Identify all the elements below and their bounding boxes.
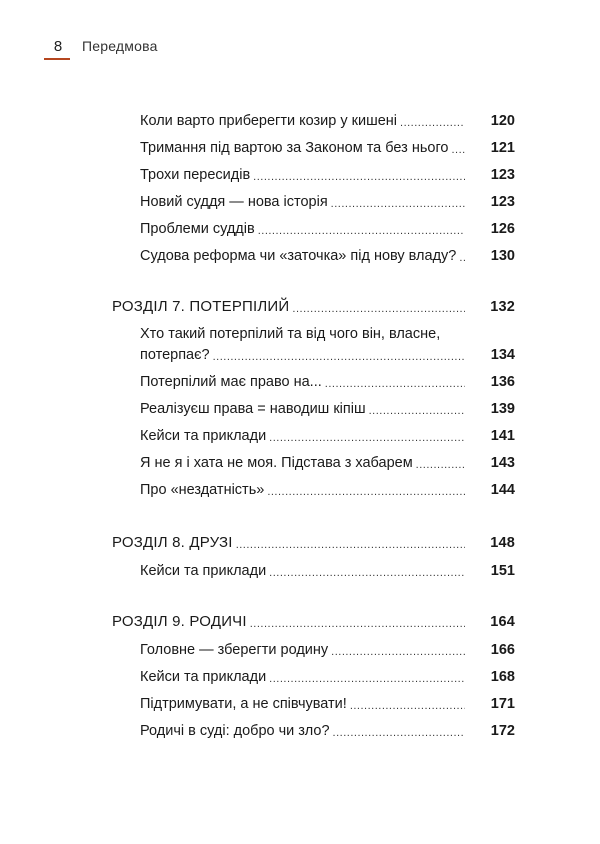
toc-entry[interactable] bbox=[140, 191, 515, 211]
toc-entry[interactable] bbox=[140, 666, 515, 686]
toc-chapter[interactable] bbox=[112, 611, 515, 631]
leader-dots bbox=[331, 645, 465, 659]
leader-dots bbox=[350, 699, 465, 713]
toc-entry[interactable] bbox=[140, 164, 515, 184]
toc-entry-title: Родичі в суді: добро чи зло? bbox=[140, 723, 330, 739]
toc-entry-page: 144 bbox=[490, 482, 515, 498]
toc-chapter-page: 164 bbox=[490, 614, 515, 630]
toc-entry-title: Судова реформа чи «заточка» під нову владу? bbox=[140, 248, 457, 264]
leader-dots bbox=[213, 350, 465, 364]
toc-entry-page: 136 bbox=[490, 374, 515, 390]
toc-entry-page: 171 bbox=[490, 696, 515, 712]
toc-entry-title: Кейси та приклади bbox=[140, 669, 267, 685]
toc-entry-page: 143 bbox=[490, 455, 515, 471]
toc-chapter[interactable] bbox=[112, 296, 515, 316]
leader-dots bbox=[269, 431, 465, 445]
toc-chapter-page: 132 bbox=[490, 299, 515, 315]
toc-entry[interactable] bbox=[140, 137, 515, 157]
toc-entry[interactable] bbox=[140, 344, 515, 364]
toc-entry-title: Потерпілий має право на... bbox=[140, 374, 322, 390]
page-number: 8 bbox=[53, 37, 63, 55]
leader-dots bbox=[452, 143, 466, 157]
toc-entry-title: Про «нездатність» bbox=[140, 482, 265, 498]
toc-chapter-title: РОЗДІЛ 9. РОДИЧІ bbox=[112, 613, 247, 630]
leader-dots bbox=[258, 224, 465, 238]
leader-dots bbox=[400, 116, 465, 130]
toc-entry-page: 141 bbox=[490, 428, 515, 444]
toc-entry-page: 151 bbox=[490, 563, 515, 579]
toc-entry-title-line1: Хто такий потерпілий та від чого він, власне, bbox=[140, 326, 441, 342]
toc-entry-title: Підтримувати, а не співчувати! bbox=[140, 696, 347, 712]
toc-chapter-title: РОЗДІЛ 8. ДРУЗІ bbox=[112, 534, 233, 551]
toc-entry-page: 120 bbox=[490, 113, 515, 129]
toc-entry-page: 121 bbox=[490, 140, 515, 156]
toc-entry-page: 126 bbox=[490, 221, 515, 237]
leader-dots bbox=[269, 672, 465, 686]
toc-entry[interactable] bbox=[140, 398, 515, 418]
toc-entry[interactable] bbox=[140, 693, 515, 713]
toc-entry[interactable] bbox=[140, 560, 515, 580]
toc-entry-title: Головне — зберегти родину bbox=[140, 642, 329, 658]
toc-entry-page: 123 bbox=[490, 194, 515, 210]
toc-entry-title: Трохи пересидів bbox=[140, 167, 251, 183]
toc-entry-title: Кейси та приклади bbox=[140, 563, 267, 579]
toc-entry-page: 139 bbox=[490, 401, 515, 417]
toc-entry-page: 168 bbox=[490, 669, 515, 685]
toc-entry[interactable] bbox=[140, 110, 515, 130]
leader-dots bbox=[292, 302, 465, 316]
leader-dots bbox=[333, 726, 465, 740]
toc-chapter-page: 148 bbox=[490, 535, 515, 551]
running-header bbox=[46, 34, 158, 58]
toc-entry-title: Коли варто приберегти козир у кишені bbox=[140, 113, 398, 129]
toc-entry[interactable] bbox=[140, 479, 515, 499]
leader-dots bbox=[267, 485, 465, 499]
toc-entry[interactable] bbox=[140, 245, 515, 265]
leader-dots bbox=[331, 197, 465, 211]
toc-entry[interactable] bbox=[140, 720, 515, 740]
leader-dots bbox=[416, 458, 465, 472]
leader-dots bbox=[253, 170, 465, 184]
toc-entry-page: 123 bbox=[490, 167, 515, 183]
toc-chapter[interactable] bbox=[112, 532, 515, 552]
toc-entry[interactable] bbox=[140, 218, 515, 238]
toc-entry-title: Новий суддя — нова історія bbox=[140, 194, 328, 210]
toc-entry-title: Реалізуєш права = наводиш кіпіш bbox=[140, 401, 366, 417]
toc-entry-page: 166 bbox=[490, 642, 515, 658]
header-rule bbox=[44, 58, 70, 60]
leader-dots bbox=[325, 377, 465, 391]
leader-dots bbox=[369, 404, 465, 418]
toc-entry-title: Тримання під вартою за Законом та без нього bbox=[140, 140, 449, 156]
toc-entry-title-line2: потерпає? bbox=[140, 347, 210, 363]
leader-dots bbox=[250, 617, 465, 631]
toc-chapter-title: РОЗДІЛ 7. ПОТЕРПІЛИЙ bbox=[112, 298, 290, 315]
toc-entry[interactable] bbox=[140, 371, 515, 391]
toc-entry[interactable] bbox=[140, 425, 515, 445]
toc-entry-page: 130 bbox=[490, 248, 515, 264]
toc-entry-title: Проблеми суддів bbox=[140, 221, 255, 237]
running-title: Передмова bbox=[82, 38, 158, 54]
leader-dots bbox=[269, 566, 465, 580]
toc-entry-title: Я не я і хата не моя. Підстава з хабарем bbox=[140, 455, 413, 471]
toc-entry[interactable] bbox=[140, 639, 515, 659]
leader-dots bbox=[236, 538, 465, 552]
toc-entry-page: 172 bbox=[490, 723, 515, 739]
toc-entry-page: 134 bbox=[490, 347, 515, 363]
toc-entry-title: Кейси та приклади bbox=[140, 428, 267, 444]
toc-entry[interactable] bbox=[140, 452, 515, 472]
leader-dots bbox=[459, 251, 465, 265]
